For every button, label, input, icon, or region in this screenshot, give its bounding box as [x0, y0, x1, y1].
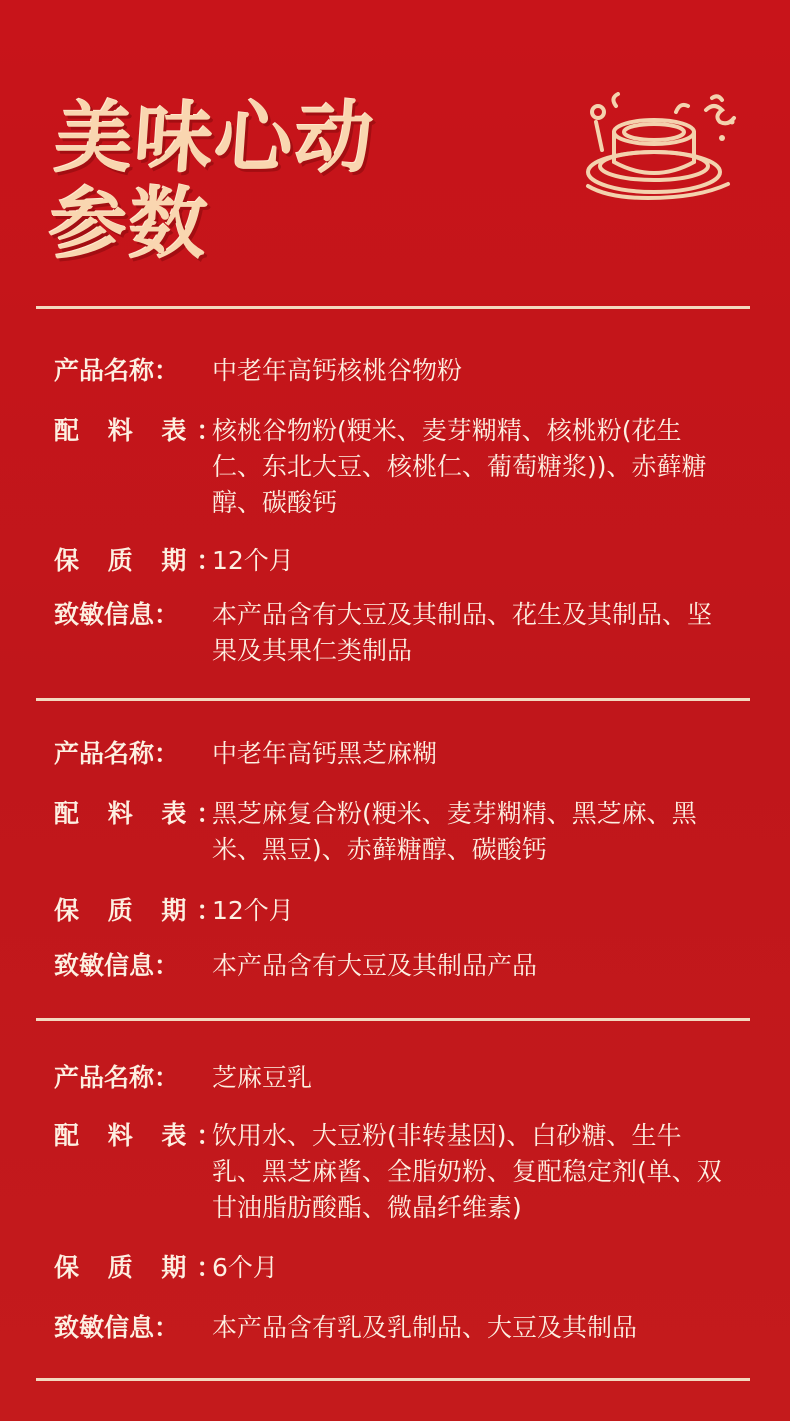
hot-pot-icon [576, 92, 744, 204]
shelf-life-label: 保 质 期： [54, 896, 232, 925]
shelf-life-value: 6个月 [212, 1253, 278, 1282]
shelf-life-value: 12个月 [212, 546, 294, 575]
product-name-value: 芝麻豆乳 [212, 1063, 313, 1092]
title-line-1: 美味心动 [51, 94, 379, 184]
allergen-value: 本产品含有大豆及其制品、花生及其制品、坚果及其果仁类制品 [212, 600, 713, 665]
page-title [46, 96, 378, 268]
shelf-life-label: 保 质 期： [54, 1253, 232, 1282]
divider-2 [36, 1018, 750, 1021]
ingredients-value: 饮用水、大豆粉(非转基因)、白砂糖、生牛乳、黑芝麻酱、全脂奶粉、复配稳定剂(单、双甘油脂肪酸酯、微晶纤维素) [212, 1121, 722, 1222]
shelf-life-value: 12个月 [212, 896, 294, 925]
shelf-life-label: 保 质 期： [54, 546, 232, 575]
ingredients-value: 核桃谷物粉(粳米、麦芽糊精、核桃粉(花生仁、东北大豆、核桃仁、葡萄糖浆))、赤藓糖醇、碳酸钙 [212, 416, 707, 517]
ingredients-value: 黑芝麻复合粉(粳米、麦芽糊精、黑芝麻、黑米、黑豆)、赤藓糖醇、碳酸钙 [212, 799, 697, 864]
product-name-label: 产品名称： [54, 1063, 180, 1092]
title-line-2: 参数 [45, 180, 213, 270]
product-name-label: 产品名称： [54, 356, 180, 385]
ingredients-label: 配 料 表： [54, 799, 232, 828]
product-name-value: 中老年高钙核桃谷物粉 [212, 356, 463, 385]
divider-bottom [36, 1378, 750, 1381]
allergen-value: 本产品含有大豆及其制品产品 [212, 951, 538, 980]
product-name-label: 产品名称： [54, 739, 180, 768]
product-name-value: 中老年高钙黑芝麻糊 [212, 739, 438, 768]
divider-top [36, 306, 750, 309]
allergen-label: 致敏信息： [54, 1313, 180, 1342]
ingredients-label: 配 料 表： [54, 1121, 232, 1150]
ingredients-label: 配 料 表： [54, 416, 232, 445]
divider-1 [36, 698, 750, 701]
allergen-label: 致敏信息： [54, 951, 180, 980]
allergen-value: 本产品含有乳及乳制品、大豆及其制品 [212, 1313, 638, 1342]
allergen-label: 致敏信息： [54, 600, 180, 629]
